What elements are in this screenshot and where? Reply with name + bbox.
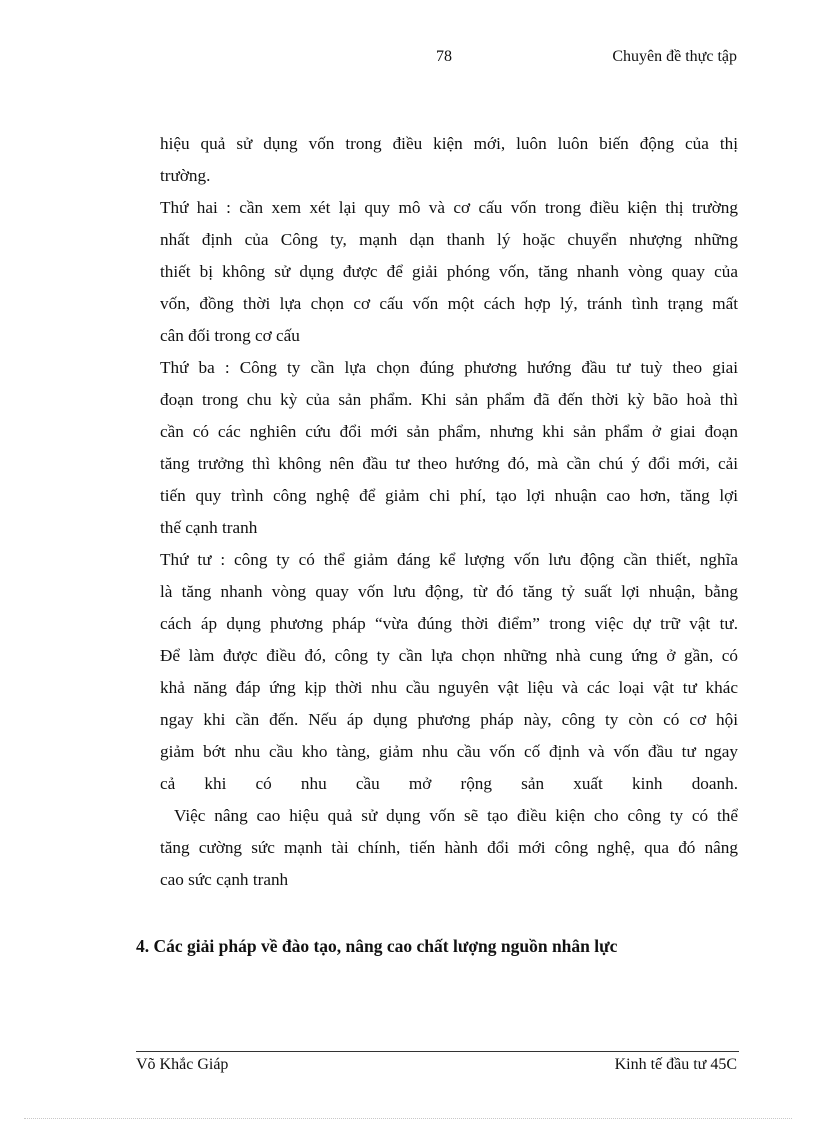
text-line: cần có các nghiên cứu đổi mới sản phẩm, nhưng khi sản phẩm ở giai đoạn bbox=[160, 422, 738, 441]
text-line: thế cạnh tranh bbox=[160, 518, 258, 537]
page-bottom-edge bbox=[24, 1118, 792, 1119]
text-line: Việc nâng cao hiệu quả sử dụng vốn sẽ tạo điều kiện cho công ty có thể bbox=[174, 806, 738, 825]
footer-divider bbox=[136, 1051, 739, 1052]
text-line: tăng cường sức mạnh tài chính, tiến hành đổi mới công nghệ, qua đó nâng bbox=[160, 838, 738, 857]
text-line: nhất định của Công ty, mạnh dạn thanh lý hoặc chuyển nhượng những bbox=[160, 230, 738, 249]
text-line: cao sức cạnh tranh bbox=[160, 870, 289, 889]
text-line: vốn, đồng thời lựa chọn cơ cấu vốn một cách hợp lý, tránh tình trạng mất bbox=[160, 294, 738, 313]
text-line: tiến quy trình công nghệ để giảm chi phí, tạo lợi nhuận cao hơn, tăng lợi bbox=[160, 486, 738, 505]
text-line: khả năng đáp ứng kịp thời nhu cầu nguyên vật liệu và các loại vật tư khác bbox=[160, 678, 738, 697]
document-title: Chuyên đề thực tập bbox=[612, 48, 737, 65]
text-line: Thứ ba : Công ty cần lựa chọn đúng phương hướng đầu tư tuỳ theo giai bbox=[160, 358, 738, 377]
footer-class-name: Kinh tế đầu tư 45C bbox=[614, 1056, 737, 1073]
text-line: cân đối trong cơ cấu bbox=[160, 326, 300, 345]
text-line: cả khi có nhu cầu mở rộng sản xuất kinh doanh. bbox=[160, 774, 738, 793]
text-line: cách áp dụng phương pháp “vừa đúng thời điểm” trong việc dự trữ vật tư. bbox=[160, 614, 738, 633]
text-line: tăng trưởng thì không nên đầu tư theo hướng đó, mà cần chú ý đổi mới, cải bbox=[160, 454, 738, 473]
text-line: Thứ hai : cần xem xét lại quy mô và cơ cấu vốn trong điều kiện thị trường bbox=[160, 198, 738, 217]
page-number: 78 bbox=[436, 48, 452, 65]
text-line: Để làm được điều đó, công ty cần lựa chọn những nhà cung ứng ở gần, có bbox=[160, 646, 738, 665]
text-line: ngay khi cần đến. Nếu áp dụng phương pháp này, công ty còn có cơ hội bbox=[160, 710, 738, 729]
text-line: hiệu quả sử dụng vốn trong điều kiện mới, luôn luôn biến động của thị bbox=[160, 134, 738, 153]
text-line: Thứ tư : công ty có thể giảm đáng kể lượng vốn lưu động cần thiết, nghĩa bbox=[160, 550, 738, 569]
page-header bbox=[0, 48, 816, 72]
text-line: trường. bbox=[160, 166, 211, 185]
text-line: giảm bớt nhu cầu kho tàng, giảm nhu cầu vốn cố định và vốn đầu tư ngay bbox=[160, 742, 738, 761]
text-line: là tăng nhanh vòng quay vốn lưu động, từ đó tăng tỷ suất lợi nhuận, bằng bbox=[160, 582, 738, 601]
text-line: thiết bị không sử dụng được để giải phóng vốn, tăng nhanh vòng quay của bbox=[160, 262, 738, 281]
section-heading: 4. Các giải pháp về đào tạo, nâng cao chất lượng nguồn nhân lực bbox=[136, 936, 618, 956]
text-line: đoạn trong chu kỳ của sản phẩm. Khi sản phẩm đã đến thời kỳ bão hoà thì bbox=[160, 390, 738, 409]
body-text bbox=[160, 128, 738, 896]
page-footer bbox=[136, 1056, 739, 1080]
footer-author: Võ Khắc Giáp bbox=[136, 1056, 229, 1073]
